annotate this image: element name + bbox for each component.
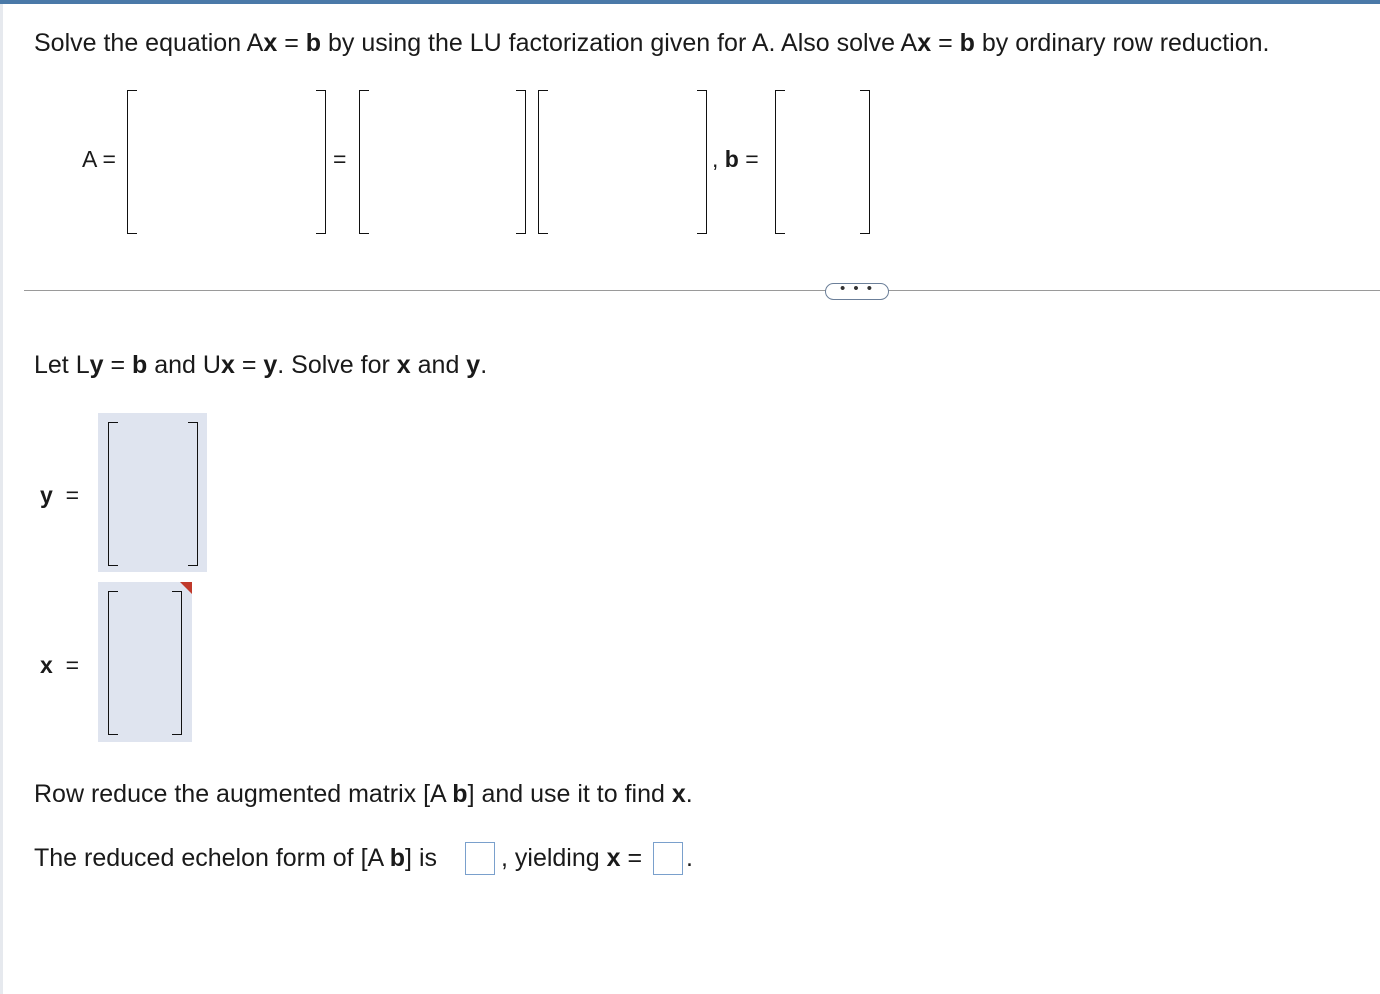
part2-answer-line-end: . xyxy=(686,844,693,872)
instruction: Solve the equation Ax = b by using the LU factorization given for A. Also solve Ax = b by ordinary row reduction. xyxy=(34,29,1270,57)
matrix-L-right-bracket xyxy=(516,90,526,234)
b-label: , b = xyxy=(712,146,759,172)
matrix-U-right-bracket xyxy=(697,90,707,234)
x-left-bracket xyxy=(108,591,118,735)
matrix-L-left-bracket xyxy=(359,90,369,234)
top-accent-bar xyxy=(0,0,1380,4)
section-divider xyxy=(24,290,1380,291)
matrix-A-left-bracket xyxy=(127,90,137,234)
x-solution-answer-box[interactable] xyxy=(653,842,683,875)
y-right-bracket xyxy=(188,422,198,566)
part2-answer-line-start: The reduced echelon form of [A b] is xyxy=(34,844,437,872)
more-button[interactable]: • • • xyxy=(825,283,889,300)
x-right-bracket xyxy=(172,591,182,735)
x-label: x = xyxy=(40,652,80,678)
vector-b-left-bracket xyxy=(775,90,785,234)
matrix-A-right-bracket xyxy=(316,90,326,234)
left-edge xyxy=(0,4,3,994)
equals-sign: = xyxy=(333,146,347,172)
vector-b-right-bracket xyxy=(860,90,870,234)
part2-answer-line-mid: , yielding x = xyxy=(501,844,643,872)
part2-prompt: Row reduce the augmented matrix [A b] and use it to find x. xyxy=(34,780,693,808)
reduced-echelon-answer-box[interactable] xyxy=(465,842,495,875)
y-left-bracket xyxy=(108,422,118,566)
part1-prompt: Let Ly = b and Ux = y. Solve for x and y. xyxy=(34,351,488,379)
A-label: A = xyxy=(82,146,116,172)
matrix-U-left-bracket xyxy=(538,90,548,234)
y-label: y = xyxy=(40,482,80,508)
